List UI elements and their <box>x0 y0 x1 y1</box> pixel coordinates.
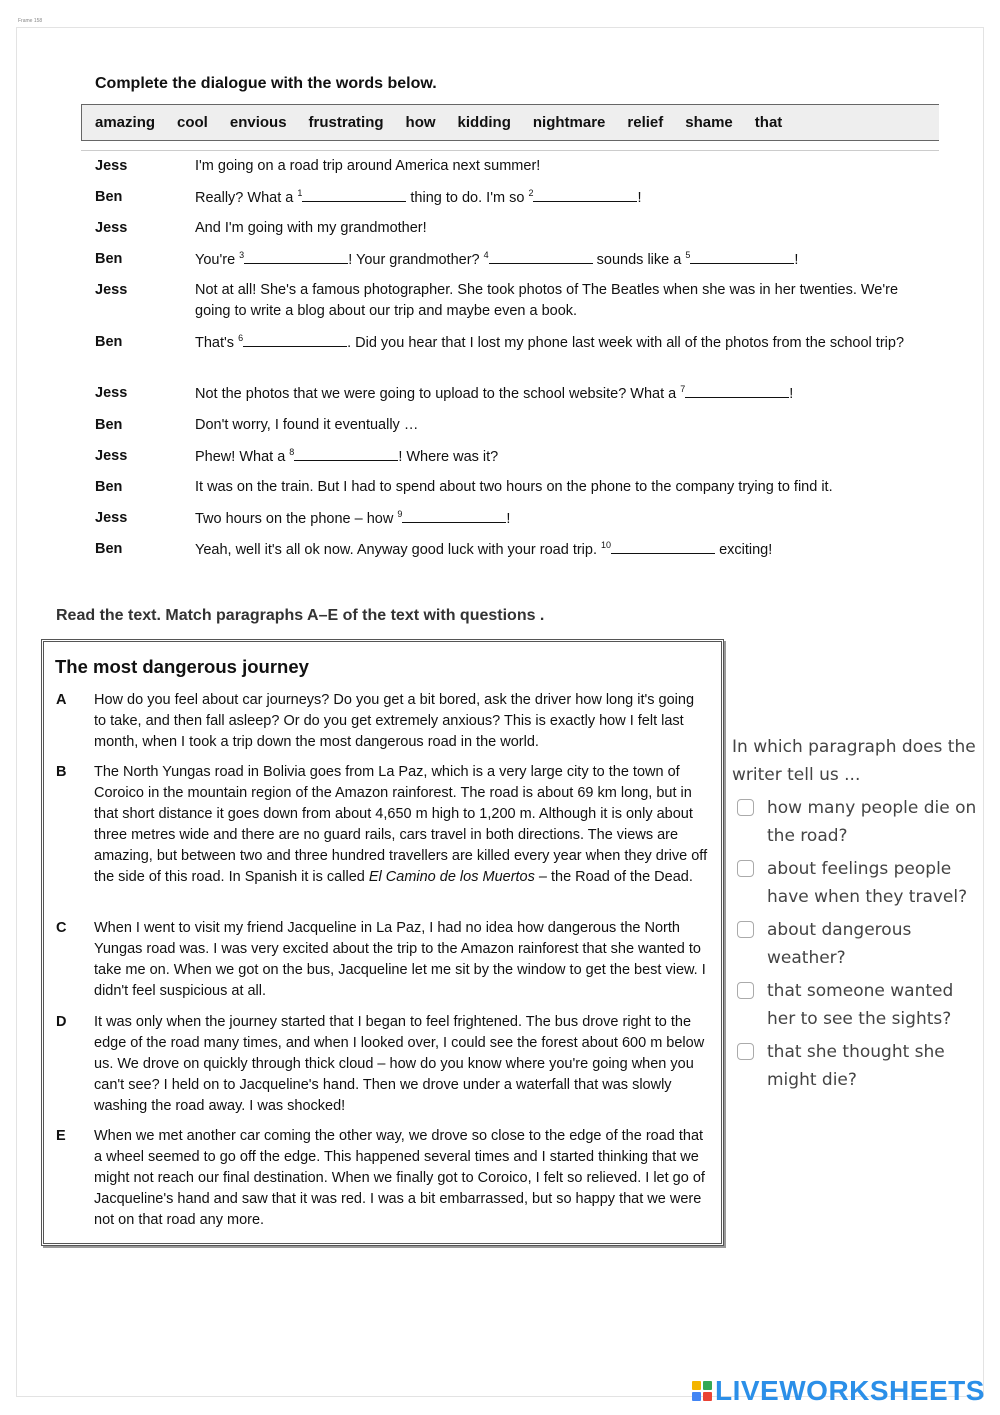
frame-label: Frame 158 <box>18 18 43 24</box>
question-item <box>732 1039 982 1094</box>
text: I'm going on a road trip around America next summer! <box>195 158 541 174</box>
text: Not at all! She's a famous photographer. She took photos of The Beatles when she was in her twenties. We're going to write a blog about our trip and maybe even a book. <box>195 282 899 319</box>
logo-square <box>703 1381 712 1390</box>
word-bank-item: shame <box>685 114 733 131</box>
text: Really? What a <box>195 190 298 206</box>
word-bank <box>81 104 939 141</box>
word-bank-item: kidding <box>457 114 511 131</box>
word-bank-item: that <box>754 114 783 131</box>
text: Yeah, well it's all ok now. Anyway good luck with your road trip. <box>195 542 602 558</box>
text: The North Yungas road in Bolivia goes from La Paz, which is a very large city to the town of Coroico in the mountain region of the Amazon rainforest. The road is about 69 km long, but in that short distance it goes down from about 4,650 m high to 1,200 m. Although it is only about three metres wide and there are no guard rails, cars travel in both directions. The views are amazing, but between two and three hundred travellers are killed every year when they drive off the side of this road. In Spanish it is called <box>94 764 708 885</box>
italic-text: El Camino de los Muertos <box>368 869 535 885</box>
paragraph-letter: B <box>56 764 67 780</box>
speaker-name: Ben <box>95 417 123 433</box>
dialogue-text <box>195 415 930 436</box>
text: Not the photos that we were going to upload to the school website? What a <box>195 386 681 402</box>
logo-icon <box>692 1381 712 1401</box>
gap-number: 1 <box>297 188 303 199</box>
text: . Did you hear that I lost my phone last week with all of the photos from the school trip? <box>347 335 905 351</box>
speaker-name: Jess <box>95 448 128 464</box>
answer-blank[interactable] <box>294 446 398 461</box>
dialogue-text <box>195 156 930 177</box>
dialogue-text <box>195 187 930 209</box>
divider <box>81 150 939 151</box>
dialogue-text <box>195 477 930 498</box>
dialogue-text <box>195 218 930 239</box>
text: exciting! <box>715 542 773 558</box>
text: It was on the train. But I had to spend about two hours on the phone to the company trying to find it. <box>195 479 833 495</box>
speaker-name: Ben <box>95 334 123 350</box>
answer-blank[interactable] <box>533 187 637 202</box>
word-bank-item: envious <box>229 114 287 131</box>
dialogue-text <box>195 280 930 322</box>
gap-number: 7 <box>680 384 686 395</box>
text: thing to do. I'm so <box>406 190 529 206</box>
gap-number: 10 <box>601 540 612 551</box>
gap-number: 6 <box>238 333 244 344</box>
word-bank-item: amazing <box>95 114 156 131</box>
text: sounds like a <box>592 252 686 268</box>
text: That's <box>195 335 239 351</box>
word-bank-item: relief <box>627 114 664 131</box>
speaker-name: Ben <box>95 251 123 267</box>
question-panel <box>732 734 982 1094</box>
text: ! Where was it? <box>398 449 499 465</box>
word-bank-item: nightmare <box>532 114 606 131</box>
speaker-name: Jess <box>95 510 128 526</box>
text: Phew! What a <box>195 449 290 465</box>
text: When we met another car coming the other way, we drove so close to the edge of the road that a wheel seemed to go off the edge. This happened several times and I started thinking that we might not reach our final destination. When we finally got to Coroico, I felt so relieved. I let go of Jacqueline's hand and saw that it was red. I was a bit embarrassed, but so happy that we were not on that road any more. <box>94 1128 705 1228</box>
speaker-name: Jess <box>95 385 128 401</box>
dialogue-text <box>195 508 930 530</box>
answer-blank[interactable] <box>243 332 347 347</box>
answer-blank[interactable] <box>402 508 506 523</box>
question-list <box>732 795 982 1094</box>
speaker-name: Ben <box>95 541 123 557</box>
text: ! <box>506 511 511 527</box>
question-text: about feelings people have when they travel? <box>767 859 968 907</box>
paragraph-letter: D <box>56 1014 67 1030</box>
dialogue-text <box>195 383 930 405</box>
gap-number: 2 <box>528 188 534 199</box>
dialogue-text <box>195 332 930 354</box>
logo-square <box>692 1381 701 1390</box>
answer-blank[interactable] <box>685 383 789 398</box>
question-text: that she thought she might die? <box>767 1042 945 1090</box>
speaker-name: Ben <box>95 479 123 495</box>
question-item <box>732 917 982 972</box>
logo-square <box>692 1392 701 1401</box>
liveworksheets-logo <box>692 1374 985 1408</box>
speaker-name: Jess <box>95 282 128 298</box>
answer-checkbox[interactable] <box>737 982 754 999</box>
paragraph-letter: E <box>56 1128 66 1144</box>
question-text: that someone wanted her to see the sights? <box>767 981 954 1029</box>
answer-blank[interactable] <box>244 249 348 264</box>
gap-number: 5 <box>685 250 691 261</box>
text: And I'm going with my grandmother! <box>195 220 427 236</box>
question-text: how many people die on the road? <box>767 798 977 846</box>
answer-checkbox[interactable] <box>737 799 754 816</box>
question-item <box>732 856 982 911</box>
gap-number: 4 <box>483 250 489 261</box>
question-intro: In which paragraph does the writer tell us ... <box>732 737 976 785</box>
word-bank-item: cool <box>177 114 208 131</box>
exercise1-title: Complete the dialogue with the words below. <box>95 75 437 92</box>
exercise2-title: Read the text. Match paragraphs A–E of the text with questions . <box>56 607 545 624</box>
paragraph-letter: C <box>56 920 67 936</box>
text: ! <box>794 252 799 268</box>
word-bank-item: how <box>405 114 436 131</box>
text: ! Your grandmother? <box>348 252 484 268</box>
text: ! <box>637 190 642 206</box>
answer-blank[interactable] <box>690 249 794 264</box>
paragraph-text <box>94 690 710 753</box>
answer-checkbox[interactable] <box>737 1043 754 1060</box>
paragraph-text <box>94 1012 710 1117</box>
text: Two hours on the phone – how <box>195 511 398 527</box>
answer-blank[interactable] <box>302 187 406 202</box>
gap-number: 9 <box>397 509 403 520</box>
brand-text: LIVEWORKSHEETS <box>715 1375 985 1406</box>
paragraph-text <box>94 918 710 1002</box>
logo-square <box>703 1392 712 1401</box>
question-item <box>732 978 982 1033</box>
paragraph-text <box>94 1126 710 1231</box>
dialogue-text <box>195 446 930 468</box>
text: How do you feel about car journeys? Do you get a bit bored, ask the driver how long it's going to take, and then fall asleep? Or do you get extremely anxious? This is exactly how I felt last month, when I took a trip down the most dangerous road in the world. <box>94 692 695 750</box>
question-item <box>732 795 982 850</box>
text: Don't worry, I found it eventually … <box>195 417 419 433</box>
speaker-name: Ben <box>95 189 123 205</box>
paragraph-text <box>94 762 710 888</box>
reading-title: The most dangerous journey <box>55 656 309 677</box>
gap-number: 8 <box>289 447 295 458</box>
answer-checkbox[interactable] <box>737 860 754 877</box>
text: It was only when the journey started that I began to feel frightened. The bus drove right to the edge of the road many times, and when I looked over, I could see the forest about 600 m below us. We drove on quickly through thick cloud – how do you know where you're going when you can't see? I held on to Jacqueline's hand. Then we drove under a waterfall that was slowly washing the road away. I was shocked! <box>94 1014 705 1114</box>
text: When I went to visit my friend Jacqueline in La Paz, I had no idea how dangerous the North Yungas road was. I was very excited about the trip to the Amazon rainforest that she wanted to take me on. When we got on the bus, Jacqueline let me sit by the window to get the best view. I didn't feel suspicious at all. <box>94 920 706 999</box>
word-bank-item: frustrating <box>308 114 384 131</box>
paragraph-letter: A <box>56 692 67 708</box>
text: You're <box>195 252 240 268</box>
text: ! <box>789 386 794 402</box>
speaker-name: Jess <box>95 220 128 236</box>
answer-checkbox[interactable] <box>737 921 754 938</box>
answer-blank[interactable] <box>489 249 593 264</box>
text: – the Road of the Dead. <box>534 869 693 885</box>
dialogue-text <box>195 249 930 271</box>
gap-number: 3 <box>239 250 245 261</box>
answer-blank[interactable] <box>611 539 715 554</box>
question-text: about dangerous weather? <box>767 920 912 968</box>
dialogue-text <box>195 539 930 561</box>
speaker-name: Jess <box>95 158 128 174</box>
